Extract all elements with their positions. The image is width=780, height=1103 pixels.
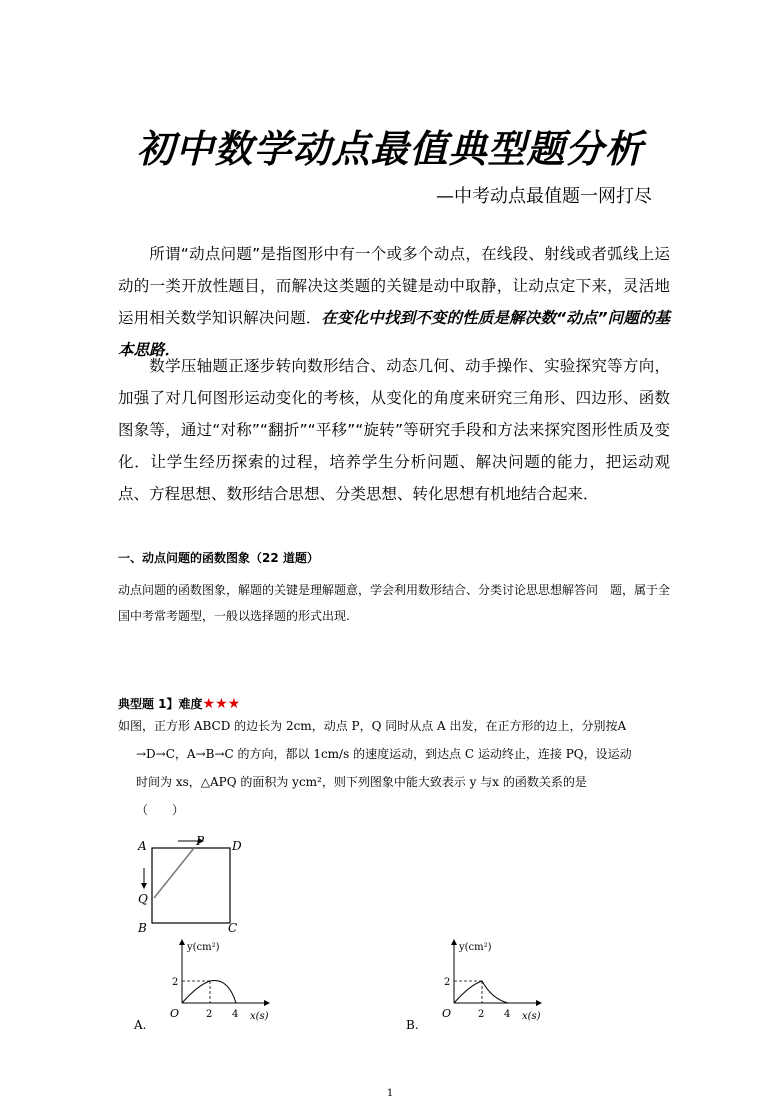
page-number: 1	[386, 1088, 394, 1099]
option-a-curve	[182, 980, 236, 1003]
option-a-y-axis-label: y(cm²)	[187, 942, 220, 953]
option-a-x-axis-label: x(s)	[250, 1011, 269, 1022]
option-a-x-tick-2: 2	[206, 1009, 213, 1020]
page-subtitle: —中考动点最值题一网打尽	[436, 186, 652, 207]
question-line-1: 如图，正方形 ABCD 的边长为 2cm，动点 P，Q 同时从点 A 出发，在正方形的边上，分别按A	[118, 719, 627, 733]
label-q: Q	[138, 892, 148, 906]
label-p: P	[196, 834, 205, 848]
label-c: C	[228, 921, 238, 935]
option-b-y-axis-label: y(cm²)	[459, 942, 492, 953]
question-answer-blank: （ ）	[136, 803, 185, 817]
option-b-label: B.	[406, 1018, 419, 1032]
question-heading	[118, 695, 240, 712]
page-title: 初中数学动点最值典型题分析	[136, 127, 644, 171]
section-body: 动点问题的函数图象，解题的关键是理解题意，学会利用数形结合、分类讨论思思想解答问 题，属于全国中考常考题型，一般以选择题的形式出现.	[118, 583, 671, 623]
label-d: D	[232, 839, 242, 853]
option-a-x-tick-4: 4	[232, 1009, 239, 1020]
segment-pq	[154, 848, 194, 898]
label-a: A	[138, 839, 147, 853]
question-body	[118, 712, 678, 824]
section-heading: 一、动点问题的函数图象（22 道题）	[118, 551, 319, 565]
option-b-y-tick: 2	[444, 977, 451, 988]
question-line-3: 时间为 xs，△APQ 的面积为 ycm²，则下列图象中能大致表示 y 与x 的函数关系的是	[136, 775, 587, 789]
difficulty-stars: ★★★	[202, 696, 241, 712]
option-a-y-tick: 2	[172, 977, 179, 988]
intro-emphasis: 在变化中找到不变的性质是解决数“动点”问题的基本思路．	[118, 309, 670, 359]
option-b-x-axis-label: x(s)	[522, 1011, 541, 1022]
question-label: 典型题 1】难度	[118, 697, 203, 711]
option-a-origin: O	[170, 1007, 180, 1020]
option-b-curve	[454, 981, 508, 1003]
intro-text-2: 数学压轴题正逐步转向数形结合、动态几何、动手操作、实验探究等方向，加强了对几何图形运动变化的考核，从变化的角度来研究三角形、四边形、函数图象等，通过“对称”“翻折”“平移”“旋转”等研究手段和方法来探究图形性质及变化．让学生经历探索的过程，培养学生分析问题、解决问题的能力，把运动观点、方程思想、数形结合思想、分类思想、转化思想有机地结合起来．	[118, 357, 670, 503]
intro-paragraph-1	[118, 238, 670, 366]
option-b-x-tick-2: 2	[478, 1009, 485, 1020]
option-b-origin: O	[442, 1007, 452, 1020]
option-b-graph	[404, 935, 564, 1035]
intro-paragraph-2	[118, 350, 670, 510]
label-b: B	[138, 921, 147, 935]
option-b-x-tick-4: 4	[504, 1009, 511, 1020]
question-line-2: →D→C，A→B→C 的方向，都以 1cm/s 的速度运动，到达点 C 运动终止，连接 PQ，设运动	[136, 747, 632, 761]
square-figure	[132, 828, 252, 938]
intro-text-1: 所谓“动点问题”是指图形中有一个或多个动点，在线段、射线或者弧线上运动的一类开放性题目，而解决这类题的关键是动中取静，让动点定下来，灵活地运用相关数学知识解决问题．	[118, 245, 670, 327]
option-a-label: A.	[134, 1018, 147, 1032]
option-a-graph	[132, 935, 292, 1035]
